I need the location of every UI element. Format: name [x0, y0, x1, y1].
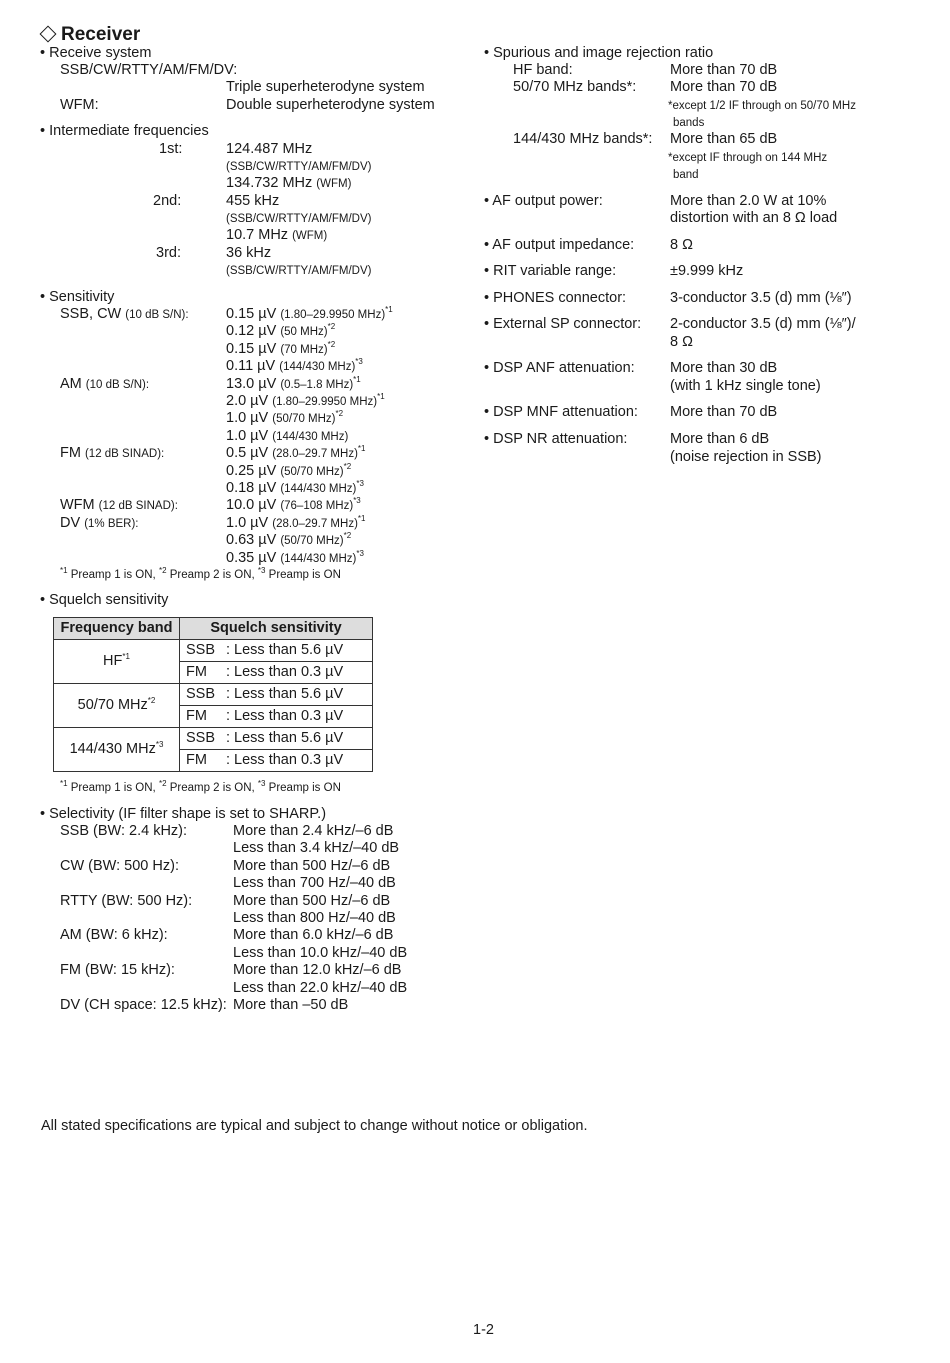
table-row [54, 728, 373, 750]
nr-value2: (noise rejection in SSB) [670, 449, 822, 465]
selectivity-value: More than 12.0 kHz/–6 dB [233, 962, 402, 979]
selectivity-value: Less than 700 Hz/–40 dB [233, 875, 396, 892]
if-third-value: 36 kHz [226, 245, 272, 261]
squelch-band-hf: HF$^{*1}$ [54, 640, 180, 684]
spurious-5070-value: More than 70 dB [670, 79, 778, 95]
sensitivity-value: 1.0 µV (50/70 MHz)$^{*2}$ [226, 409, 344, 427]
selectivity-value: Less than 10.0 kHz/–40 dB [233, 944, 408, 961]
sensitivity-header: • Sensitivity [40, 289, 115, 305]
ext-sp-value: 2-conductor 3.5 (d) mm (⅛″)/ [670, 316, 856, 332]
phones-value: 3-conductor 3.5 (d) mm (⅛″) [670, 290, 852, 306]
receive-system-wfm-value: Double superheterodyne system [226, 97, 435, 113]
spurious-144-value: More than 65 dB [670, 131, 778, 147]
squelch-value: : Less than 0.3 µV [222, 750, 373, 772]
spurious-5070-label: 50/70 MHz bands*: [513, 79, 637, 95]
selectivity-value: More than 500 Hz/–6 dB [233, 892, 391, 909]
selectivity-value: More than 6.0 kHz/–6 dB [233, 927, 394, 944]
af-power-label: • AF output power: [484, 193, 603, 209]
sensitivity-value: 0.11 µV (144/430 MHz)$^{*3}$ [226, 357, 363, 375]
mnf-value: More than 70 dB [670, 404, 778, 420]
selectivity-value: More than 2.4 kHz/–6 dB [233, 823, 394, 839]
af-power-value2: distortion with an 8 Ω load [670, 210, 838, 226]
if-first-note: (SSB/CW/RTTY/AM/FM/DV) [226, 161, 372, 173]
receive-system-label: SSB/CW/RTTY/AM/FM/DV: [60, 62, 238, 78]
if-first-value2: 134.732 MHz (WFM) [226, 175, 352, 191]
sensitivity-value: 13.0 µV (0.5–1.8 MHz)$^{*1}$ [226, 374, 361, 392]
squelch-mode: SSB [180, 728, 223, 750]
sensitivity-value: 0.18 µV (144/430 MHz)$^{*3}$ [226, 479, 364, 496]
sensitivity-label: FM (12 dB SINAD): [60, 445, 165, 462]
ext-sp-value2: 8 Ω [670, 334, 693, 350]
anf-label: • DSP ANF attenuation: [484, 360, 635, 376]
spurious-hf-label: HF band: [513, 62, 573, 78]
squelch-value: : Less than 0.3 µV [222, 662, 373, 684]
squelch-mode: FM [180, 662, 223, 684]
page-number: 1-2 [473, 1322, 494, 1338]
sensitivity-value: 0.35 µV (144/430 MHz)$^{*3}$ [226, 548, 364, 566]
if-second-value2: 10.7 MHz (WFM) [226, 227, 328, 243]
sensitivity-label: SSB, CW (10 dB S/N): [60, 306, 189, 322]
nr-label: • DSP NR attenuation: [484, 431, 628, 447]
anf-value: More than 30 dB [670, 360, 778, 376]
spurious-5070-note2: bands [673, 117, 705, 129]
table-row [54, 684, 373, 706]
spurious-5070-note: *except 1/2 IF through on 50/70 MHz [668, 100, 856, 112]
diamond-icon [40, 25, 57, 42]
sensitivity-value: 1.0 µV (28.0–29.7 MHz)$^{*1}$ [226, 513, 366, 531]
spurious-hf-value: More than 70 dB [670, 62, 778, 78]
ext-sp-label: • External SP connector: [484, 316, 642, 332]
if-third-label: 3rd: [156, 245, 181, 261]
table-row [54, 640, 373, 662]
af-impedance-label: • AF output impedance: [484, 237, 635, 253]
sensitivity-value: 0.15 µV (1.80–29.9950 MHz)$^{*1}$ [226, 305, 393, 322]
section-title [39, 24, 140, 46]
if-second-label: 2nd: [153, 193, 182, 209]
selectivity-header: • Selectivity (IF filter shape is set to SHARP.) [40, 806, 327, 822]
if-first-label: 1st: [159, 141, 183, 157]
selectivity-label: SSB (BW: 2.4 kHz): [60, 823, 188, 839]
if-second-value: 455 kHz [226, 193, 280, 209]
sensitivity-value: 10.0 µV (76–108 MHz)$^{*3}$ [226, 496, 361, 514]
sensitivity-label: DV (1% BER): [60, 514, 139, 531]
squelch-value: : Less than 5.6 µV [222, 728, 373, 750]
sensitivity-value: 0.25 µV (50/70 MHz)$^{*2}$ [226, 461, 352, 479]
sensitivity-value: 0.5 µV (28.0–29.7 MHz)$^{*1}$ [226, 444, 366, 462]
squelch-band-144430: 144/430 MHz$^{*3}$ [54, 728, 180, 772]
mnf-label: • DSP MNF attenuation: [484, 404, 638, 420]
squelch-col-band: Frequency band [54, 618, 180, 640]
if-second-note: (SSB/CW/RTTY/AM/FM/DV) [226, 213, 372, 225]
selectivity-value: Less than 3.4 kHz/–40 dB [233, 840, 400, 857]
rit-label: • RIT variable range: [484, 263, 617, 279]
nr-value: More than 6 dB [670, 431, 770, 447]
sensitivity-value: 2.0 µV (1.80–29.9950 MHz)$^{*1}$ [226, 392, 385, 409]
squelch-mode: SSB [180, 640, 223, 662]
sensitivity-footnote: $^{*1}$ Preamp 1 is ON, $^{*2}$ Preamp 2 is ON, $^{*3}$ Preamp is ON [60, 566, 341, 581]
disclaimer: All stated specifications are typical and subject to change without notice or obligation. [41, 1118, 588, 1134]
spurious-144-label: 144/430 MHz bands*: [513, 131, 653, 147]
sensitivity-label: AM (10 dB S/N): [60, 375, 150, 392]
squelch-col-sensitivity: Squelch sensitivity [180, 618, 373, 640]
if-third-note: (SSB/CW/RTTY/AM/FM/DV) [226, 265, 372, 277]
selectivity-label: AM (BW: 6 kHz): [60, 927, 168, 944]
receive-system-header: • Receive system [40, 45, 152, 61]
squelch-table [53, 617, 373, 772]
af-power-value: More than 2.0 W at 10% [670, 193, 827, 209]
selectivity-label: DV (CH space: 12.5 kHz): [60, 997, 227, 1013]
spurious-144-note: *except IF through on 144 MHz [668, 152, 828, 164]
selectivity-value: More than 500 Hz/–6 dB [233, 857, 391, 874]
squelch-mode: FM [180, 706, 223, 728]
af-impedance-value: 8 Ω [670, 237, 693, 253]
sensitivity-label: WFM (12 dB SINAD): [60, 497, 178, 514]
squelch-footnote: $^{*1}$ Preamp 1 is ON, $^{*2}$ Preamp 2 is ON, $^{*3}$ Preamp is ON [60, 779, 341, 794]
squelch-band-5070: 50/70 MHz$^{*2}$ [54, 684, 180, 728]
rit-value: ±9.999 kHz [670, 263, 744, 279]
selectivity-value: Less than 22.0 kHz/–40 dB [233, 979, 408, 996]
sensitivity-value: 0.12 µV (50 MHz)$^{*2}$ [226, 322, 336, 340]
squelch-header: • Squelch sensitivity [40, 592, 169, 608]
selectivity-label: FM (BW: 15 kHz): [60, 962, 175, 979]
squelch-value: : Less than 5.6 µV [222, 640, 373, 662]
spurious-header: • Spurious and image rejection ratio [484, 45, 714, 61]
squelch-value: : Less than 0.3 µV [222, 706, 373, 728]
sensitivity-value: 0.63 µV (50/70 MHz)$^{*2}$ [226, 531, 352, 549]
if-first-value: 124.487 MHz [226, 141, 313, 157]
squelch-table-header-row [54, 618, 373, 640]
phones-label: • PHONES connector: [484, 290, 627, 306]
receive-system-wfm-label: WFM: [60, 97, 99, 113]
selectivity-label: RTTY (BW: 500 Hz): [60, 892, 193, 909]
section-title-text: Receiver [61, 24, 141, 45]
selectivity-label: CW (BW: 500 Hz): [60, 857, 179, 874]
squelch-mode: FM [180, 750, 223, 772]
if-header: • Intermediate frequencies [40, 123, 209, 139]
sensitivity-value: 0.15 µV (70 MHz)$^{*2}$ [226, 339, 336, 357]
anf-value2: (with 1 kHz single tone) [670, 378, 821, 394]
spurious-144-note2: band [673, 169, 699, 181]
selectivity-value: More than –50 dB [233, 997, 349, 1013]
sensitivity-value: 1.0 µV (144/430 MHz) [226, 427, 349, 444]
squelch-value: : Less than 5.6 µV [222, 684, 373, 706]
receive-system-value: Triple superheterodyne system [226, 79, 425, 95]
selectivity-value: Less than 800 Hz/–40 dB [233, 910, 396, 926]
squelch-mode: SSB [180, 684, 223, 706]
